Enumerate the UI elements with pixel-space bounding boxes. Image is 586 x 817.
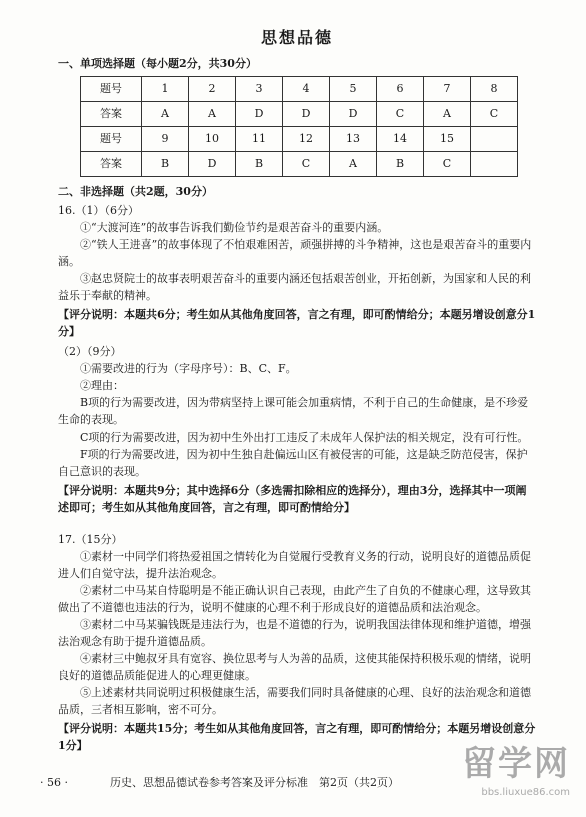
table-cell: 4: [283, 76, 330, 101]
q16-para-3: ③赵忠贤院士的故事表明艰苦奋斗的重要内涵还包括艰苦创业，开拓创新，为国家和人民的利益乐于奉献的精神。: [58, 272, 531, 303]
table-cell: 12: [283, 126, 330, 151]
q16-part1-heading: 16.（1）（6分）: [58, 203, 139, 217]
q16-para-1: ①“大渡河连”的故事告诉我们勤俭节约是艰苦奋斗的重要内涵。: [80, 220, 389, 234]
table-cell: 10: [189, 126, 236, 151]
table-row: [81, 126, 518, 151]
table-row: [81, 101, 518, 126]
watermark-logo: [462, 738, 570, 800]
table-cell: A: [142, 101, 189, 126]
table-cell: D: [283, 101, 330, 126]
table-cell: D: [330, 101, 377, 126]
table-cell: 9: [142, 126, 189, 151]
table-cell: B: [142, 151, 189, 176]
q16-scoring-note-2: 【评分说明：本题共9分；其中选择6分（多选需扣除相应的选择分），理由3分，选择其中一项阐述即可；考生如从其他角度回答，言之有理，即可酌情给分】: [58, 483, 527, 514]
table-cell: 14: [377, 126, 424, 151]
table-row: [81, 151, 518, 176]
table-cell: 8: [471, 76, 518, 101]
table-cell: [471, 126, 518, 151]
table-cell: 3: [236, 76, 283, 101]
table-cell: 题号: [81, 76, 142, 101]
table-cell: B: [236, 151, 283, 176]
section1-heading: 一、单项选择题（每小题2分，共30分）: [58, 56, 257, 70]
q17-scoring-note: 【评分说明：本题共15分；考生如从其他角度回答，言之有理，即可酌情给分；本题另增设创意分1分】: [58, 722, 536, 753]
q16-part2-heading: （2）（9分）: [58, 345, 122, 359]
page-number: · 56 ·: [40, 776, 68, 789]
watermark-main: 留学网: [462, 744, 570, 784]
q16-para-7: C项的行为需要改进，因为初中生外出打工违反了未成年人保护法的相关规定，没有可行性。: [80, 430, 529, 444]
table-cell: 1: [142, 76, 189, 101]
table-cell: C: [283, 151, 330, 176]
table-cell: C: [377, 101, 424, 126]
table-cell: C: [424, 151, 471, 176]
table-cell: [471, 151, 518, 176]
q17-para-5: ⑤上述素材共同说明过积极健康生活，需要我们同时具备健康的心理、良好的法治观念和道德品质，三者相互影响，密不可分。: [58, 686, 531, 717]
table-cell: A: [424, 101, 471, 126]
table-cell: 5: [330, 76, 377, 101]
answer-table: [80, 76, 518, 177]
table-cell: B: [377, 151, 424, 176]
q16-scoring-note-1: 【评分说明：本题共6分；考生如从其他角度回答，言之有理，即可酌情给分；本题另增设创意分1分】: [58, 308, 536, 339]
table-cell: 答案: [81, 101, 142, 126]
table-cell: 11: [236, 126, 283, 151]
q16-para-4: ①需要改进的行为（字母序号）：B、C、F。: [80, 362, 297, 376]
section2-heading: 二、非选择题（共2题，30分）: [58, 184, 213, 198]
answer-page: [58, 26, 536, 757]
table-cell: A: [189, 101, 236, 126]
q17-para-4: ④素材三中鲍叔牙具有宽容、换位思考与人为善的品质，这使其能保持积极乐观的情绪，说明良好的道德品质能促进人的心理更健康。: [58, 652, 531, 683]
page-title: 思想品德: [260, 28, 333, 47]
q16-para-8: F项的行为需要改进，因为初中生独自赴偏远山区有被侵害的可能，这是缺乏防范侵害，保护自己意识的表现。: [58, 447, 528, 478]
table-cell: 15: [424, 126, 471, 151]
q17-para-2: ②素材二中马某自恃聪明是不能正确认识自己表现，由此产生了自负的不健康心理，这导致其做出了不道德也违法的行为，说明不健康的心理不利于形成良好的道德品质和法治观念。: [58, 583, 531, 614]
table-cell: C: [471, 101, 518, 126]
table-cell: 题号: [81, 126, 142, 151]
footer-text: 历史、思想品德试卷参考答案及评分标准 第2页（共2页）: [110, 776, 399, 789]
table-cell: D: [236, 101, 283, 126]
q16-para-2: ②“铁人王进喜”的故事体现了不怕艰难困苦，顽强拼搏的斗争精神，这也是艰苦奋斗的重要内涵。: [58, 237, 532, 269]
table-cell: 6: [377, 76, 424, 101]
table-cell: 7: [424, 76, 471, 101]
watermark-url: bbs.liuxue86.com: [481, 786, 570, 798]
table-cell: D: [189, 151, 236, 176]
table-cell: 2: [189, 76, 236, 101]
q17-heading: 17.（15分）: [58, 532, 123, 546]
table-cell: 答案: [81, 151, 142, 176]
table-row: [81, 76, 518, 101]
table-cell: 13: [330, 126, 377, 151]
q16-para-5: ②理由：: [80, 379, 124, 393]
q16-para-6: B项的行为需要改进，因为带病坚持上课可能会加重病情，不利于自己的生命健康，是不珍爱生命的表现。: [58, 396, 529, 427]
q17-para-1: ①素材一中同学们将热爱祖国之情转化为自觉履行受教育义务的行动，说明良好的道德品质促进人们自觉守法，提升法治观念。: [58, 549, 531, 580]
table-cell: A: [330, 151, 377, 176]
q17-para-3: ③素材二中马某骗钱既是违法行为，也是不道德的行为，说明我国法律体现和维护道德，增强法治观念有助于提升道德品质。: [58, 617, 531, 649]
